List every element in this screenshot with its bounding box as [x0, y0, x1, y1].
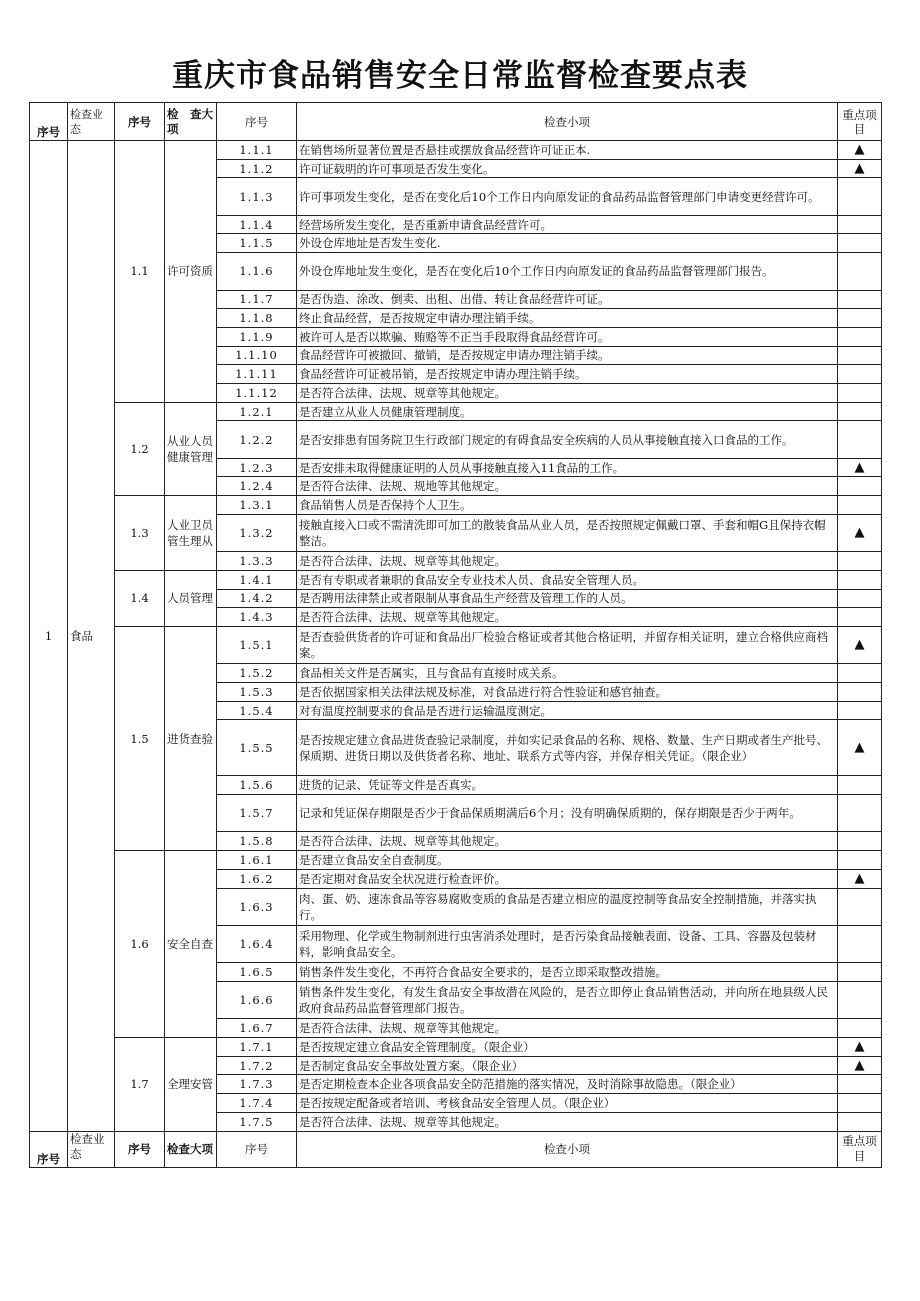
key-mark [838, 1019, 882, 1038]
footer-seq: 序号 [30, 1131, 68, 1167]
sub-seq: 1.5.3 [217, 683, 297, 702]
key-mark [838, 701, 882, 720]
sub-seq: 1.6.7 [217, 1019, 297, 1038]
key-mark [838, 477, 882, 496]
sub-seq: 1.5.4 [217, 701, 297, 720]
key-mark [838, 365, 882, 384]
key-mark: ▲ [838, 869, 882, 888]
item-text: 经营场所发生变化，是否重新申请食品经营许可。 [297, 215, 838, 234]
key-mark [838, 570, 882, 589]
key-mark [838, 963, 882, 982]
sub-seq: 1.6.6 [217, 982, 297, 1019]
table-footer-header-row [30, 1131, 882, 1167]
major-name: 全理安管 [165, 1038, 217, 1131]
category-business: 食品 [68, 141, 115, 1132]
item-text: 食品经营许可被撤回、撤销，是否按规定申请办理注销手续。 [297, 346, 838, 365]
sub-seq: 1.4.3 [217, 608, 297, 627]
sub-seq: 1.1.9 [217, 327, 297, 346]
item-text: 是否符合法律、法规、规章等其他规定。 [297, 1019, 838, 1038]
key-mark [838, 383, 882, 402]
sub-seq: 1.1.7 [217, 290, 297, 309]
category-seq: 1 [30, 141, 68, 1132]
sub-seq: 1.3.1 [217, 496, 297, 515]
sub-seq: 1.4.2 [217, 589, 297, 608]
key-mark [838, 888, 882, 925]
item-text: 在销售场所显著位置是否悬挂或摆放食品经营许可证正本. [297, 141, 838, 160]
major-name: 许可资质 [165, 141, 217, 403]
sub-seq: 1.1.11 [217, 365, 297, 384]
item-text: 是否符合法律、法规、规章等其他规定。 [297, 608, 838, 627]
key-mark [838, 1075, 882, 1094]
key-mark: ▲ [838, 1056, 882, 1075]
sub-seq: 1.5.6 [217, 776, 297, 795]
key-mark [838, 496, 882, 515]
major-name: 人业卫员管生理从 [165, 496, 217, 571]
key-mark [838, 1094, 882, 1113]
sub-seq: 1.2.2 [217, 421, 297, 458]
key-mark [838, 215, 882, 234]
sub-seq: 1.6.1 [217, 851, 297, 870]
item-text: 接触直接入口或不需清洗即可加工的散装食品从业人员，是否按照规定佩戴口罩、手套和帽G且保持衣帽整洁。 [297, 514, 838, 551]
item-text: 食品销售人员是否保持个人卫生。 [297, 496, 838, 515]
item-text: 食品经营许可证被吊销，是否按规定申请办理注销手续。 [297, 365, 838, 384]
key-mark [838, 683, 882, 702]
item-text: 许可事项发生变化，是否在变化后10个工作日内向原发证的食品药品监督管理部门申请变更经营许可。 [297, 178, 838, 215]
item-text: 是否定期对食品安全状况进行检查评价。 [297, 869, 838, 888]
key-mark [838, 832, 882, 851]
key-mark [838, 234, 882, 253]
key-mark [838, 178, 882, 215]
key-mark [838, 664, 882, 683]
table-row [30, 570, 882, 589]
table-row [30, 1038, 882, 1057]
sub-seq: 1.3.2 [217, 514, 297, 551]
item-text: 是否安排患有国务院卫生行政部门规定的有碍食品安全疾病的人员从事接触直接入口食品的工作。 [297, 421, 838, 458]
table-row [30, 402, 882, 421]
sub-seq: 1.1.3 [217, 178, 297, 215]
sub-seq: 1.5.1 [217, 626, 297, 663]
item-text: 销售条件发生变化，不再符合食品安全要求的，是否立即采取整改措施。 [297, 963, 838, 982]
major-name: 人员管理 [165, 570, 217, 626]
item-text: 是否制定食品安全事故处置方案。（限企业） [297, 1056, 838, 1075]
sub-seq: 1.6.3 [217, 888, 297, 925]
key-mark [838, 589, 882, 608]
sub-seq: 1.2.4 [217, 477, 297, 496]
key-mark: ▲ [838, 458, 882, 477]
sub-seq: 1.1.8 [217, 309, 297, 328]
sub-seq: 1.7.4 [217, 1094, 297, 1113]
key-mark [838, 402, 882, 421]
sub-seq: 1.7.3 [217, 1075, 297, 1094]
major-seq: 1.7 [115, 1038, 165, 1131]
sub-seq: 1.4.1 [217, 570, 297, 589]
inspection-table [29, 102, 882, 1168]
item-text: 是否按规定建立食品进货查验记录制度，并如实记录食品的名称、规格、数量、生产日期或者生产批号、保质期、进货日期以及供货者名称、地址、联系方式等内容，并保存相关凭证。（限企业） [297, 720, 838, 776]
major-seq: 1.3 [115, 496, 165, 571]
item-text: 是否查验供货者的许可证和食品出厂检验合格证或者其他合格证明，并留存相关证明，建立合格供应商档案。 [297, 626, 838, 663]
footer-key: 重点项目 [838, 1131, 882, 1167]
item-text: 是否建立从业人员健康管理制度。 [297, 402, 838, 421]
item-text: 记录和凭证保存期限是否少于食品保质期满后6个月；没有明确保质期的，保存期限是否少于两年。 [297, 795, 838, 832]
sub-seq: 1.5.8 [217, 832, 297, 851]
key-mark [838, 1112, 882, 1131]
sub-seq: 1.5.7 [217, 795, 297, 832]
item-text: 是否符合法律、法规、规地等其他规定。 [297, 477, 838, 496]
header-major-seq: 序号 [115, 103, 165, 141]
major-seq: 1.4 [115, 570, 165, 626]
key-mark [838, 925, 882, 962]
item-text: 肉、蛋、奶、速冻食品等容易腐败变质的食品是否建立相应的温度控制等食品安全控制措施，并落实执行。 [297, 888, 838, 925]
footer-major-name: 检查大项 [165, 1131, 217, 1167]
item-text: 是否建立食品安全自查制度。 [297, 851, 838, 870]
key-mark [838, 346, 882, 365]
sub-seq: 1.1.6 [217, 253, 297, 290]
major-seq: 1.2 [115, 402, 165, 495]
item-text: 是否按规定建立食品安全管理制度。（限企业） [297, 1038, 838, 1057]
key-mark [838, 982, 882, 1019]
sub-seq: 1.3.3 [217, 552, 297, 571]
item-text: 是否符合法律、法规、规章等其他规定。 [297, 832, 838, 851]
header-seq: 序号 [30, 103, 68, 141]
table-row [30, 496, 882, 515]
sub-seq: 1.6.5 [217, 963, 297, 982]
footer-business: 检查业态 [68, 1131, 115, 1167]
item-text: 许可证载明的许可事项是否发生变化。 [297, 159, 838, 178]
major-seq: 1.1 [115, 141, 165, 403]
key-mark: ▲ [838, 626, 882, 663]
sub-seq: 1.1.1 [217, 141, 297, 160]
key-mark: ▲ [838, 141, 882, 160]
sub-seq: 1.7.2 [217, 1056, 297, 1075]
sub-seq: 1.5.5 [217, 720, 297, 776]
sub-seq: 1.6.4 [217, 925, 297, 962]
item-text: 外设仓库地址发生变化，是否在变化后10个工作日内向原发证的食品药品监督管理部门报告。 [297, 253, 838, 290]
sub-seq: 1.1.2 [217, 159, 297, 178]
key-mark [838, 309, 882, 328]
item-text: 外设仓库地址是否发生变化. [297, 234, 838, 253]
sub-seq: 1.7.5 [217, 1112, 297, 1131]
header-business: 检查业态 [68, 103, 115, 141]
header-key: 重点项目 [838, 103, 882, 141]
sub-seq: 1.7.1 [217, 1038, 297, 1057]
major-name: 从业人员健康管理 [165, 402, 217, 495]
key-mark [838, 253, 882, 290]
sub-seq: 1.5.2 [217, 664, 297, 683]
item-text: 是否有专职或者兼职的食品安全专业技术人员、食品安全管理人员。 [297, 570, 838, 589]
item-text: 是否符合法律、法规、规章等其他规定。 [297, 383, 838, 402]
major-name: 进货查验 [165, 626, 217, 850]
item-text: 是否定期检查本企业各项食品安全防范措施的落实情况，及时消除事故隐患。（限企业） [297, 1075, 838, 1094]
major-seq: 1.6 [115, 851, 165, 1038]
table-header-row [30, 103, 882, 141]
sub-seq: 1.2.1 [217, 402, 297, 421]
table-row [30, 851, 882, 870]
footer-sub-seq: 序号 [217, 1131, 297, 1167]
key-mark [838, 776, 882, 795]
header-sub-seq: 序号 [217, 103, 297, 141]
key-mark [838, 552, 882, 571]
item-text: 是否安排未取得健康证明的人员从事接触直接入11食品的工作。 [297, 458, 838, 477]
key-mark: ▲ [838, 1038, 882, 1057]
item-text: 销售条件发生变化，有发生食品安全事故潜在风险的，是否立即停止食品销售活动，并向所在地县级人民政府食品药品监督管理部门报告。 [297, 982, 838, 1019]
sub-seq: 1.1.5 [217, 234, 297, 253]
key-mark: ▲ [838, 720, 882, 776]
item-text: 是否符合法律、法规、规章等其他规定。 [297, 1112, 838, 1131]
item-text: 对有温度控制要求的食品是否进行运输温度测定。 [297, 701, 838, 720]
key-mark [838, 327, 882, 346]
header-item: 检查小项 [297, 103, 838, 141]
item-text: 是否按规定配备或者培训、考核食品安全管理人员。（限企业） [297, 1094, 838, 1113]
item-text: 进货的记录、凭证等文件是否真实。 [297, 776, 838, 795]
item-text: 是否聘用法律禁止或者限制从事食品生产经营及管理工作的人员。 [297, 589, 838, 608]
key-mark: ▲ [838, 514, 882, 551]
footer-major-seq: 序号 [115, 1131, 165, 1167]
footer-item: 检查小项 [297, 1131, 838, 1167]
page-title: 重庆市食品销售安全日常监督检查要点表 [172, 58, 748, 94]
major-name: 安全自查 [165, 851, 217, 1038]
key-mark [838, 795, 882, 832]
key-mark [838, 851, 882, 870]
sub-seq: 1.1.12 [217, 383, 297, 402]
sub-seq: 1.2.3 [217, 458, 297, 477]
item-text: 是否符合法律、法规、规章等其他规定。 [297, 552, 838, 571]
key-mark [838, 290, 882, 309]
key-mark [838, 608, 882, 627]
sub-seq: 1.6.2 [217, 869, 297, 888]
table-row [30, 626, 882, 663]
item-text: 食品相关文件是否属实，且与食品有直接时成关系。 [297, 664, 838, 683]
major-seq: 1.5 [115, 626, 165, 850]
item-text: 是否伪造、涂改、倒卖、出租、出借、转让食品经营许可证。 [297, 290, 838, 309]
item-text: 是否依据国家相关法律法规及标准，对食品进行符合性验证和感官抽查。 [297, 683, 838, 702]
sub-seq: 1.1.10 [217, 346, 297, 365]
key-mark: ▲ [838, 159, 882, 178]
table-row [30, 141, 882, 160]
sub-seq: 1.1.4 [217, 215, 297, 234]
header-major-name: 检 查大项 [165, 103, 217, 141]
key-mark [838, 421, 882, 458]
item-text: 被许可人是否以欺骗、贿赂等不正当手段取得食品经营许可。 [297, 327, 838, 346]
item-text: 终止食品经营，是否按规定申请办理注销手续。 [297, 309, 838, 328]
item-text: 采用物理、化学或生物制剂进行虫害消杀处理时，是否污染食品接触表面、设备、工具、容器及包装材料，影响食品安全。 [297, 925, 838, 962]
